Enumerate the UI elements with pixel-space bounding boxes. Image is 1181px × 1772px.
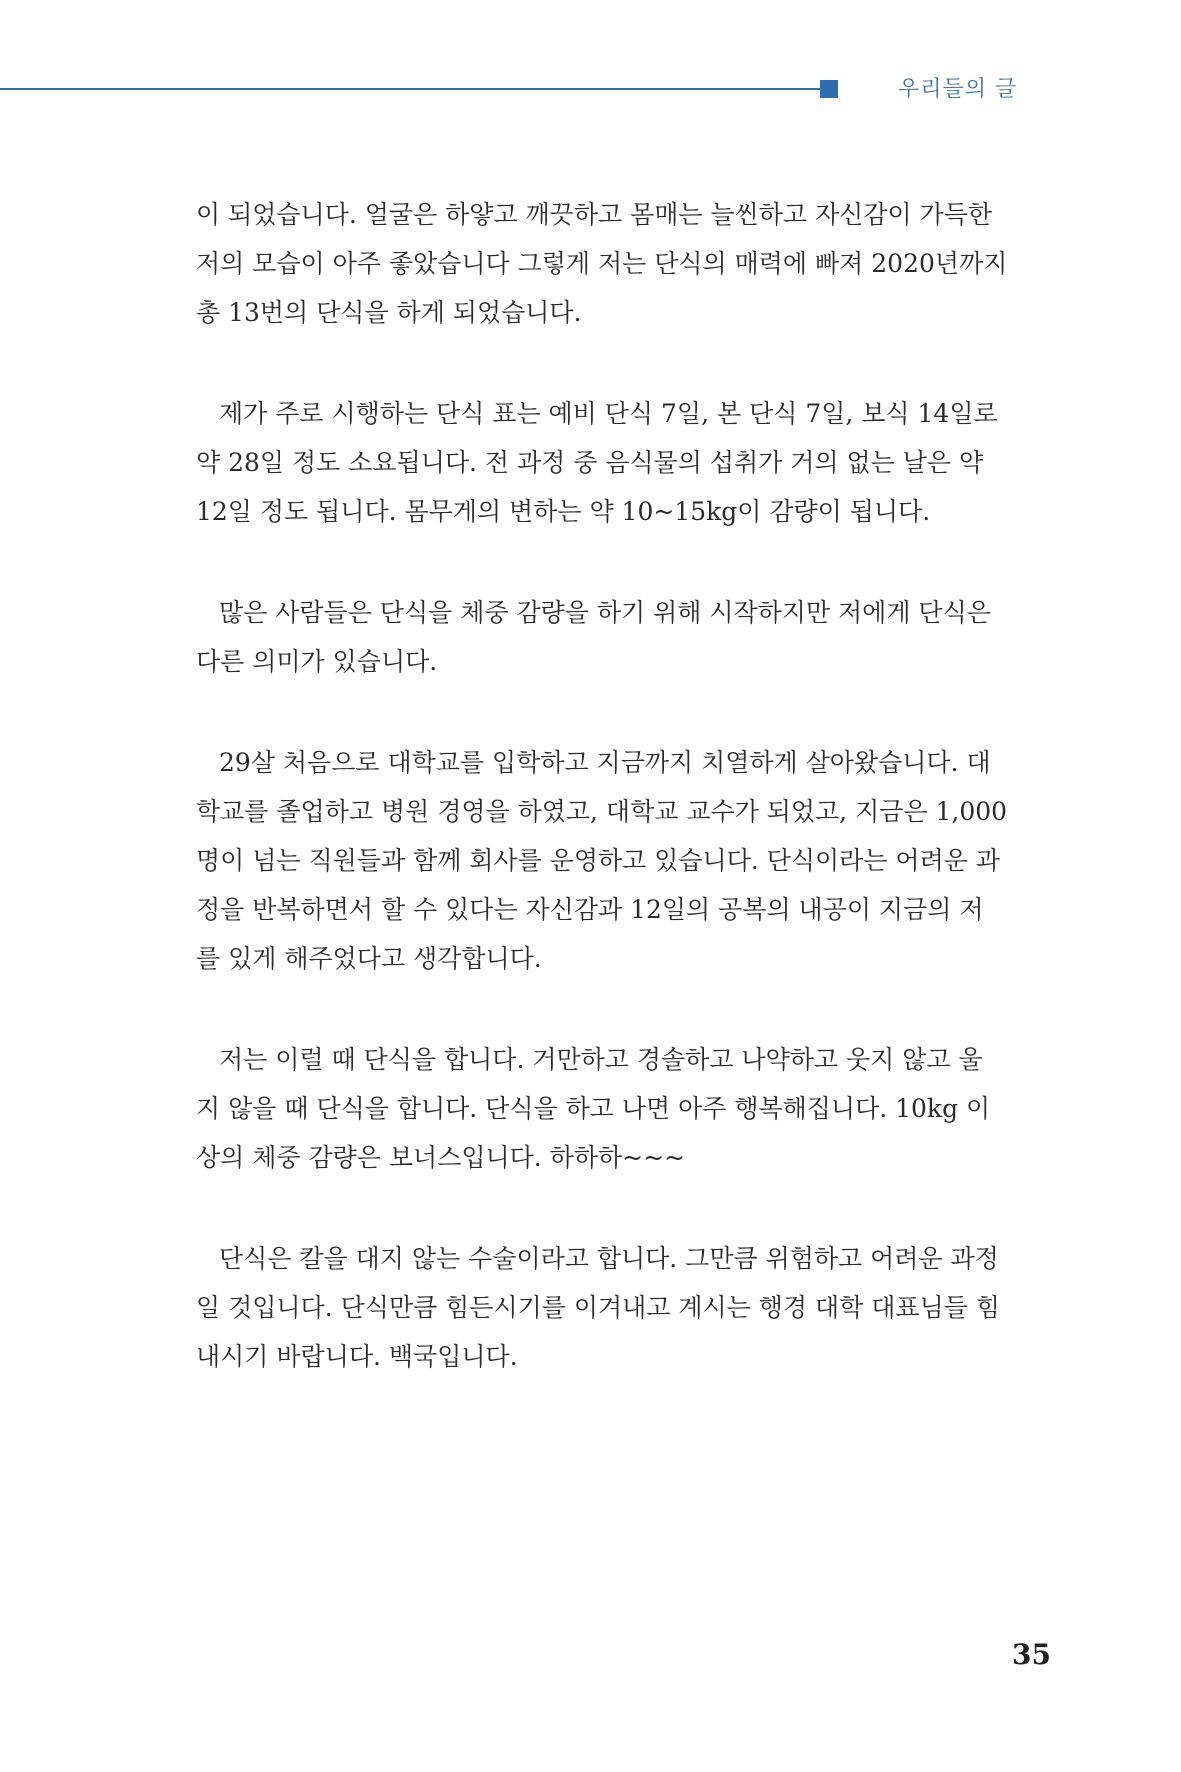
text-line: 약 28일 정도 소요됩니다. 전 과정 중 음식물의 섭취가 거의 없는 날은 약 — [196, 448, 984, 477]
text-line: 일 것입니다. 단식만큼 힘든시기를 이겨내고 계시는 행경 대학 대표님들 힘 — [196, 1293, 1000, 1322]
text-line: 단식은 칼을 대지 않는 수술이라고 합니다. 그만큼 위험하고 어려운 과정 — [219, 1244, 999, 1273]
text-line: 저의 모습이 아주 좋았습니다 그렇게 저는 단식의 매력에 빠져 2020년까지 — [196, 249, 1008, 278]
text-line: 제가 주로 시행하는 단식 표는 예비 단식 7일, 본 단식 7일, 보식 14일로 — [219, 399, 998, 428]
paragraph — [196, 738, 1042, 983]
text-line: 지 않을 때 단식을 합니다. 단식을 하고 나면 아주 행복해집니다. 10kg 이 — [196, 1094, 991, 1123]
text-line: 총 13번의 단식을 하게 되었습니다. — [196, 298, 582, 327]
text-line: 정을 반복하면서 할 수 있다는 자신감과 12일의 공복의 내공이 지금의 저 — [196, 895, 984, 924]
paragraph — [196, 190, 1042, 337]
text-line: 상의 체중 감량은 보너스입니다. 하하하~~~ — [196, 1143, 685, 1172]
text-line: 저는 이럴 때 단식을 합니다. 거만하고 경솔하고 나약하고 웃지 않고 울 — [219, 1045, 983, 1074]
paragraph — [196, 1234, 1042, 1381]
text-line: 를 있게 해주었다고 생각합니다. — [196, 944, 542, 973]
section-title: 우리들의 글 — [898, 77, 1018, 102]
text-line: 학교를 졸업하고 병원 경영을 하였고, 대학교 교수가 되었고, 지금은 1,000 — [196, 797, 1008, 826]
paragraph — [196, 389, 1042, 536]
text-line: 다른 의미가 있습니다. — [196, 647, 438, 676]
header-rule — [0, 88, 820, 90]
text-line: 12일 정도 됩니다. 몸무게의 변하는 약 10~15kg이 감량이 됩니다. — [196, 497, 931, 526]
text-line: 29살 처음으로 대학교를 입학하고 지금까지 치열하게 살아왔습니다. 대 — [219, 748, 991, 777]
paragraph — [196, 1035, 1042, 1182]
text-line: 이 되었습니다. 얼굴은 하얗고 깨끗하고 몸매는 늘씬하고 자신감이 가득한 — [196, 200, 993, 229]
text-line: 내시기 바랍니다. 백국입니다. — [196, 1342, 518, 1371]
page-number: 35 — [1012, 1638, 1051, 1671]
header-square-marker — [820, 80, 838, 98]
paragraph — [196, 588, 1042, 686]
text-line: 많은 사람들은 단식을 체중 감량을 하기 위해 시작하지만 저에게 단식은 — [219, 598, 991, 627]
text-line: 명이 넘는 직원들과 함께 회사를 운영하고 있습니다. 단식이라는 어려운 과 — [196, 846, 1000, 875]
article-body — [196, 190, 1042, 1433]
